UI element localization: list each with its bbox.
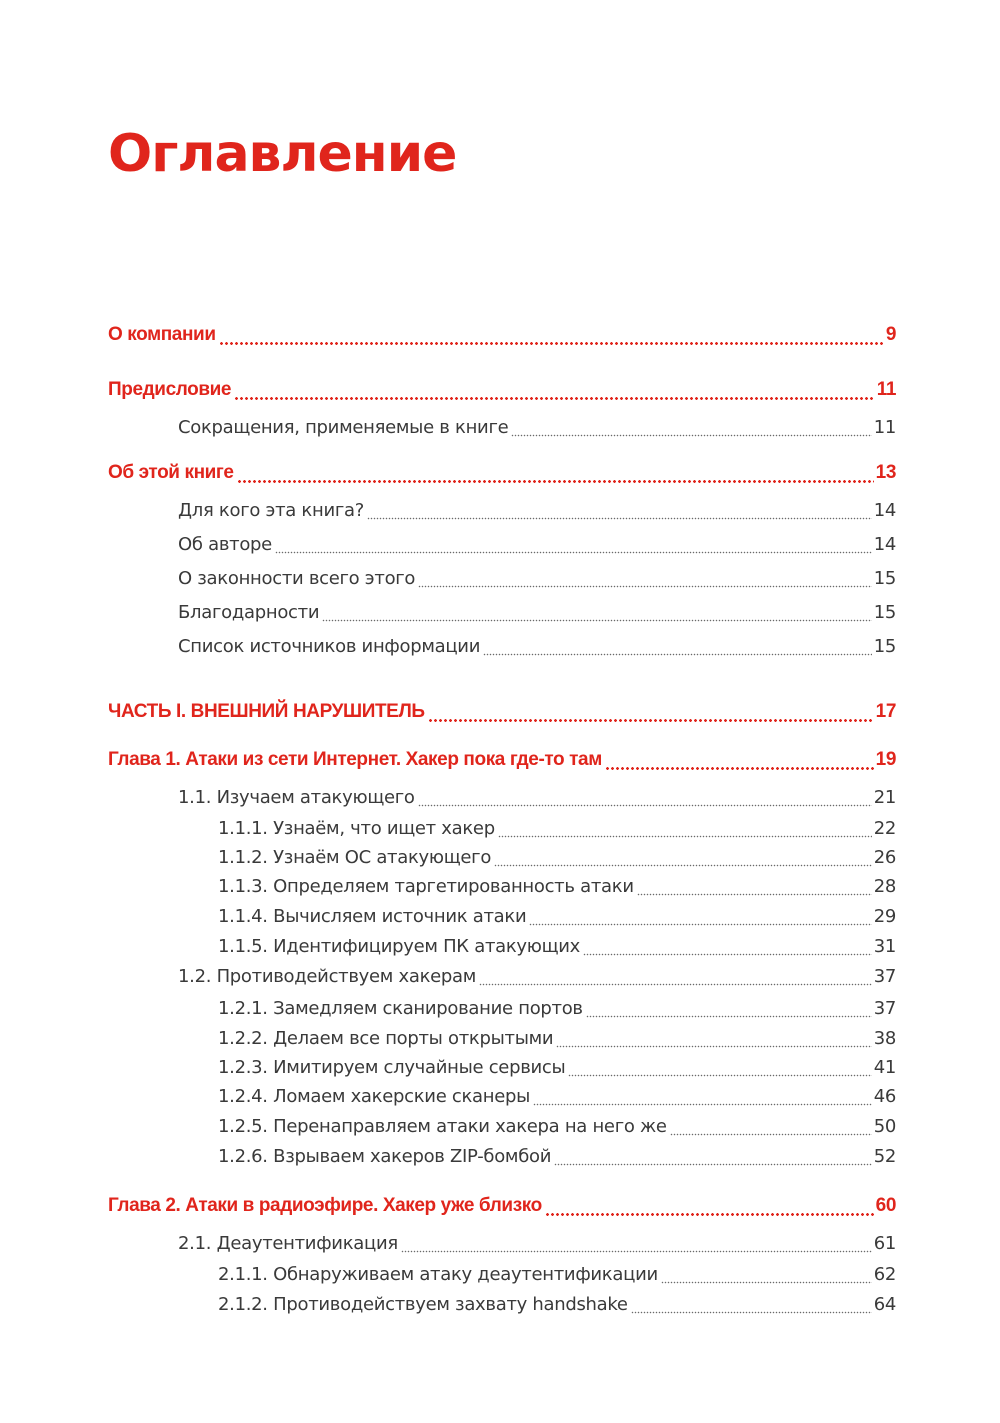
toc-entry[interactable] (218, 998, 896, 1019)
page-title: Оглавление (108, 124, 457, 184)
toc-entry[interactable] (218, 876, 896, 897)
toc-entry-title: 2.1.2. Противодействуем захвату handshake (218, 1294, 628, 1315)
toc-entry-page-number: 15 (873, 602, 896, 623)
toc-entry[interactable] (178, 534, 896, 555)
toc-entry-title: Список источников информации (178, 636, 481, 657)
toc-entry[interactable] (178, 787, 896, 808)
dot-leader (586, 998, 872, 1019)
dot-leader (401, 1233, 872, 1254)
toc-entry-title: 1.2.3. Имитируем случайные сервисы (218, 1057, 566, 1078)
toc-entry-page-number: 60 (875, 1195, 896, 1216)
toc-entry-title: Глава 2. Атаки в радиоэфире. Хакер уже близко (108, 1195, 542, 1216)
toc-entry-title: 1.1. Изучаем атакующего (178, 787, 415, 808)
dot-leader (637, 876, 872, 897)
dot-leader (661, 1264, 872, 1285)
dot-leader (605, 749, 874, 771)
dot-leader (234, 379, 875, 401)
toc-entry-title: О компании (108, 324, 216, 345)
toc-entry[interactable] (218, 906, 896, 927)
toc-entry[interactable] (218, 1028, 896, 1049)
toc-entry-title: Для кого эта книга? (178, 500, 364, 521)
dot-leader (498, 818, 872, 839)
toc-entry-title: 1.1.4. Вычисляем источник атаки (218, 906, 527, 927)
toc-entry-title: 1.2. Противодействуем хакерам (178, 966, 477, 987)
dot-leader (479, 966, 872, 987)
toc-entry-title: Об авторе (178, 534, 272, 555)
toc-entry-page-number: 38 (873, 1028, 896, 1049)
dot-leader (322, 602, 871, 623)
toc-entry-title: 1.2.1. Замедляем сканирование портов (218, 998, 583, 1019)
toc-entry-page-number: 9 (885, 324, 896, 345)
dot-leader (554, 1146, 872, 1167)
toc-entry-page-number: 29 (873, 906, 896, 927)
toc-entry-title: 1.1.1. Узнаём, что ищет хакер (218, 818, 495, 839)
toc-entry[interactable] (108, 1195, 896, 1217)
toc-entry-title: Сокращения, применяемые в книге (178, 417, 509, 438)
dot-leader (367, 500, 872, 521)
toc-entry-page-number: 37 (873, 966, 896, 987)
toc-entry-title: О законности всего этого (178, 568, 416, 589)
toc-entry-page-number: 13 (875, 462, 896, 483)
toc-entry-title: Предисловие (108, 379, 232, 400)
toc-entry[interactable] (178, 417, 896, 438)
dot-leader (533, 1086, 872, 1107)
dot-leader (275, 534, 872, 555)
toc-entry-page-number: 37 (873, 998, 896, 1019)
dot-leader (237, 462, 874, 484)
toc-entry[interactable] (218, 1057, 896, 1078)
toc-entry-page-number: 15 (873, 568, 896, 589)
dot-leader (670, 1116, 872, 1137)
toc-entry[interactable] (218, 1146, 896, 1167)
dot-leader (583, 936, 872, 957)
toc-entry-title: Об этой книге (108, 462, 234, 483)
toc-entry-title: 2.1. Деаутентификация (178, 1233, 398, 1254)
dot-leader (568, 1057, 871, 1078)
toc-entry[interactable] (178, 966, 896, 987)
toc-entry-page-number: 11 (876, 379, 896, 400)
toc-entry[interactable] (178, 602, 896, 623)
toc-entry[interactable] (108, 462, 896, 484)
toc-entry-page-number: 61 (873, 1233, 896, 1254)
toc-entry[interactable] (218, 1294, 896, 1315)
toc-entry-page-number: 17 (875, 701, 896, 722)
toc-entry[interactable] (178, 568, 896, 589)
dot-leader (556, 1028, 871, 1049)
toc-entry-page-number: 31 (873, 936, 896, 957)
dot-leader (418, 787, 872, 808)
toc-entry-title: 1.1.5. Идентифицируем ПК атакующих (218, 936, 581, 957)
toc-entry[interactable] (218, 1264, 896, 1285)
toc-entry[interactable] (178, 500, 896, 521)
toc-entry-page-number: 41 (873, 1057, 896, 1078)
toc-entry-page-number: 26 (873, 847, 896, 868)
toc-entry-title: 1.2.5. Перенаправляем атаки хакера на него же (218, 1116, 667, 1137)
toc-entry-page-number: 28 (873, 876, 896, 897)
toc-entry-page-number: 14 (873, 534, 896, 555)
toc-entry-page-number: 19 (875, 749, 896, 770)
toc-entry[interactable] (218, 1116, 896, 1137)
toc-entry-title: 1.1.2. Узнаём ОС атакующего (218, 847, 492, 868)
toc-entry-title: 1.1.3. Определяем таргетированность атаки (218, 876, 634, 897)
toc-entry-page-number: 14 (873, 500, 896, 521)
toc-entry[interactable] (108, 379, 896, 401)
toc-entry[interactable] (108, 701, 896, 723)
toc-entry-page-number: 64 (873, 1294, 896, 1315)
toc-entry-page-number: 22 (873, 818, 896, 839)
dot-leader (545, 1195, 874, 1217)
toc-entry[interactable] (218, 936, 896, 957)
toc-entry[interactable] (218, 1086, 896, 1107)
toc-entry-title: 1.2.4. Ломаем хакерские сканеры (218, 1086, 531, 1107)
dot-leader (529, 906, 871, 927)
toc-entry-page-number: 46 (873, 1086, 896, 1107)
toc-entry[interactable] (218, 847, 896, 868)
toc-entry-title: 1.2.6. Взрываем хакеров ZIP-бомбой (218, 1146, 552, 1167)
toc-entry[interactable] (178, 636, 896, 657)
toc-entry[interactable] (108, 324, 896, 346)
dot-leader (631, 1294, 872, 1315)
toc-entry-title: Глава 1. Атаки из сети Интернет. Хакер пока где-то там (108, 749, 602, 770)
toc-entry-title: Благодарности (178, 602, 320, 623)
dot-leader (428, 701, 874, 723)
dot-leader (219, 324, 884, 346)
toc-entry-title: 2.1.1. Обнаруживаем атаку деаутентификации (218, 1264, 658, 1285)
toc-entry-page-number: 52 (873, 1146, 896, 1167)
dot-leader (511, 417, 871, 438)
toc-entry-page-number: 50 (873, 1116, 896, 1137)
toc-entry-page-number: 62 (873, 1264, 896, 1285)
toc-entry-page-number: 15 (873, 636, 896, 657)
dot-leader (494, 847, 872, 868)
toc-entry[interactable] (108, 749, 896, 771)
toc-entry[interactable] (218, 818, 896, 839)
toc-entry[interactable] (178, 1233, 896, 1254)
dot-leader (483, 636, 872, 657)
toc-entry-page-number: 21 (873, 787, 896, 808)
toc-entry-title: 1.2.2. Делаем все порты открытыми (218, 1028, 554, 1049)
dot-leader (418, 568, 872, 589)
toc-entry-page-number: 11 (873, 417, 896, 438)
toc-entry-title: ЧАСТЬ I. ВНЕШНИЙ НАРУШИТЕЛЬ (108, 701, 425, 722)
